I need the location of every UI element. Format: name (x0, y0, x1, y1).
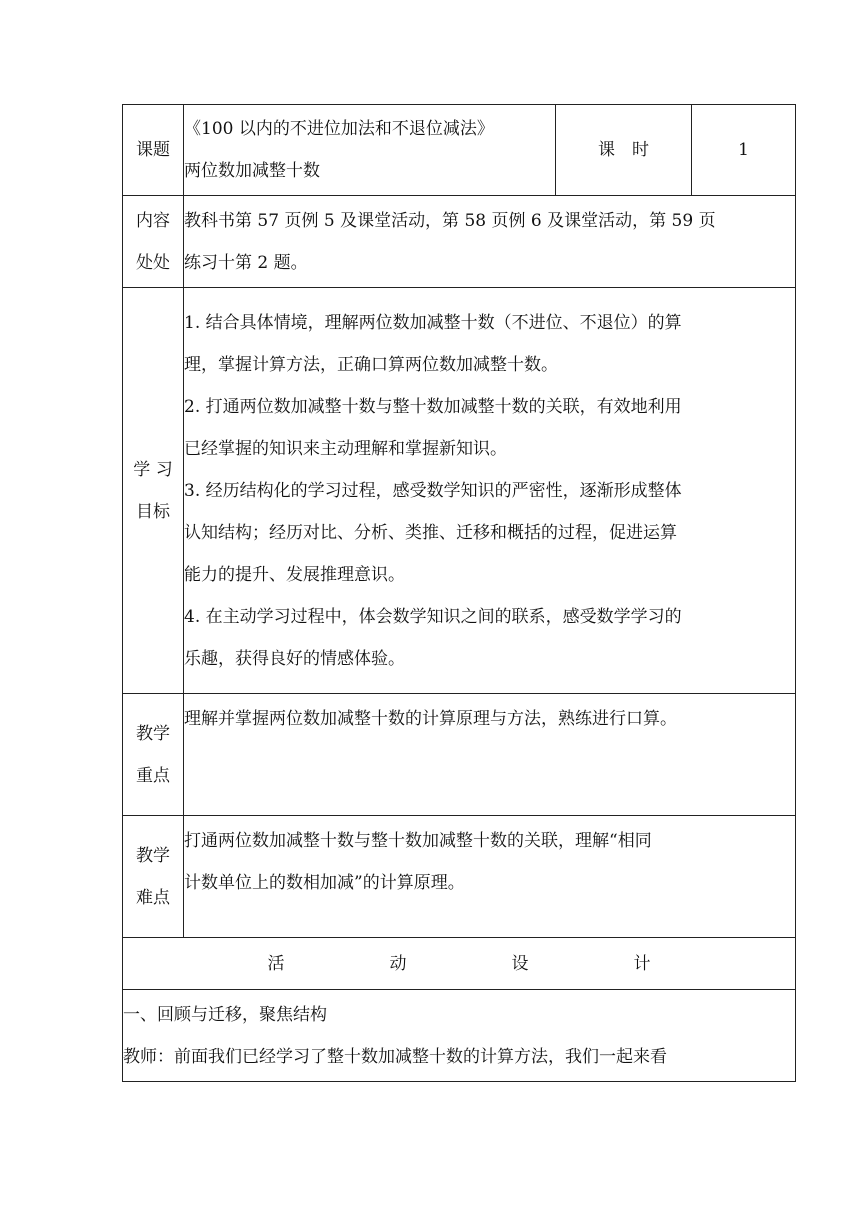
label-topic (123, 105, 184, 196)
goal-line: 认知结构；经历对比、分析、类推、迁移和概括的过程，促进运算 (184, 522, 677, 543)
label-difficulty-line-2: 难点 (136, 887, 170, 908)
label-goals-line-2: 目标 (136, 501, 170, 522)
difficulty-line-2: 计数单位上的数相加减”的计算原理。 (184, 873, 465, 893)
label-key-line-2: 重点 (136, 765, 170, 786)
label-difficulty (123, 816, 184, 938)
label-content (123, 196, 184, 288)
difficulty-line-1: 打通两位数加减整十数与整十数加减整十数的关联，理解“相同 (184, 831, 652, 851)
content-line-2: 练习十第 2 题。 (184, 252, 308, 273)
goal-line: 3. 经历结构化的学习过程，感受数学知识的严密性，逐渐形成整体 (184, 480, 682, 501)
row-activity-header (123, 938, 796, 990)
label-content-line-2: 处处 (136, 252, 170, 273)
row-title (123, 105, 796, 196)
row-activity-body (123, 990, 796, 1082)
label-goals (123, 288, 184, 694)
activity-section-heading: 一、回顾与迁移，聚焦结构 (123, 1004, 327, 1025)
goal-line: 已经掌握的知识来主动理解和掌握新知识。 (184, 438, 507, 459)
activity-body (123, 990, 796, 1082)
topic-line-1: 《100 以内的不进位加法和不退位减法》 (184, 119, 494, 139)
label-difficulty-line-1: 教学 (136, 845, 170, 866)
activity-header-char: 设 (511, 953, 529, 974)
row-key-points (123, 694, 796, 816)
goal-line: 4. 在主动学习过程中，体会数学知识之间的联系，感受数学学习的 (184, 606, 682, 627)
label-topic-text: 课题 (136, 140, 170, 160)
period-value-text: 1 (738, 140, 749, 160)
key-points-cell (184, 694, 796, 816)
goals-cell (184, 288, 796, 694)
label-key-points (123, 694, 184, 816)
label-content-line-1: 内容 (136, 210, 170, 231)
goal-line: 乐趣，获得良好的情感体验。 (184, 648, 405, 669)
activity-header-char: 动 (389, 953, 407, 974)
content-cell (184, 196, 796, 288)
row-content (123, 196, 796, 288)
label-goals-line-1: 学 习 (133, 459, 173, 480)
label-key-line-1: 教学 (136, 723, 170, 744)
label-period (556, 105, 692, 196)
activity-header-char: 活 (267, 953, 285, 974)
topic-line-2: 两位数加减整十数 (184, 161, 320, 181)
key-points-text: 理解并掌握两位数加减整十数的计算原理与方法，熟练进行口算。 (184, 709, 677, 729)
goal-line: 理，掌握计算方法，正确口算两位数加减整十数。 (184, 354, 558, 375)
difficulty-cell (184, 816, 796, 938)
period-value (692, 105, 796, 196)
row-goals (123, 288, 796, 694)
activity-text-line: 教师：前面我们已经学习了整十数加减整十数的计算方法，我们一起来看 (123, 1046, 667, 1067)
goal-line: 2. 打通两位数加减整十数与整十数加减整十数的关联，有效地利用 (184, 396, 682, 417)
row-difficulty (123, 816, 796, 938)
activity-header (123, 938, 796, 990)
lesson-plan-table (122, 104, 796, 1082)
label-period-text: 课 时 (598, 140, 649, 160)
content-line-1: 教科书第 57 页例 5 及课堂活动，第 58 页例 6 及课堂活动，第 59 页 (184, 210, 716, 231)
goal-line: 1. 结合具体情境，理解两位数加减整十数（不进位、不退位）的算 (184, 312, 682, 333)
goal-line: 能力的提升、发展推理意识。 (184, 564, 405, 585)
activity-header-char: 计 (633, 953, 651, 974)
topic-cell (184, 105, 556, 196)
